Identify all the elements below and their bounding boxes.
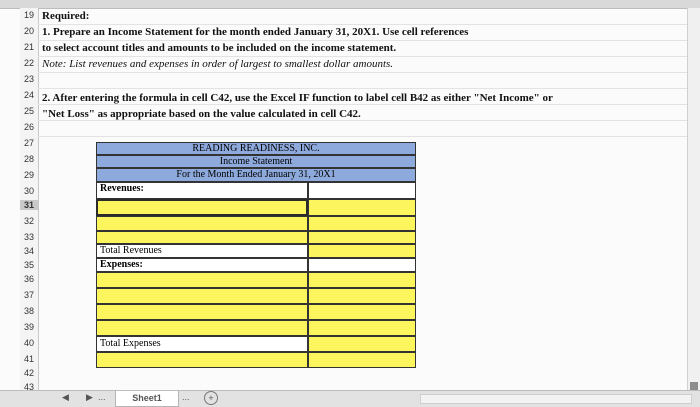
row-number[interactable]: 39 [23,322,34,332]
row-number-selected[interactable]: 31 [20,200,38,210]
expense-account-input[interactable] [96,272,308,288]
instruction-line-3: 2. After entering the formula in cell C42, use the Excel IF function to label cell B42 as either "Net Income" or [42,92,553,104]
row-number-column [20,8,39,390]
row-number[interactable]: 41 [23,354,34,364]
row-number[interactable]: 33 [23,232,34,242]
more-tabs-left[interactable]: ... [98,392,106,402]
expenses-label-cell[interactable]: Expenses: [96,258,308,272]
add-sheet-icon[interactable]: + [204,391,218,405]
amount-cell[interactable] [308,182,416,199]
company-name-cell[interactable]: READING READINESS, INC. [96,142,416,155]
expense-amount-input[interactable] [308,288,416,304]
tab-sheet1[interactable]: Sheet1 [115,391,179,407]
instruction-line-2: to select account titles and amounts to be included on the income statement. [42,42,397,54]
row-number[interactable]: 29 [23,170,34,180]
row-number[interactable]: 43 [23,382,34,390]
row-number[interactable]: 25 [23,106,34,116]
row-number[interactable]: 24 [23,90,34,100]
vertical-scrollbar[interactable] [687,8,700,390]
row-number[interactable]: 37 [23,290,34,300]
expense-account-input[interactable] [96,320,308,336]
revenues-label-cell[interactable]: Revenues: [96,182,308,199]
row-number[interactable]: 26 [23,122,34,132]
note-line: Note: List revenues and expenses in order of largest to smallest dollar amounts. [42,58,394,70]
net-income-label-input[interactable] [96,352,308,368]
row-number[interactable]: 42 [23,368,34,378]
expense-amount-input[interactable] [308,304,416,320]
revenue-account-input-selected[interactable] [96,199,308,216]
revenue-amount-input[interactable] [308,199,416,216]
row-number[interactable]: 22 [23,58,34,68]
amount-cell[interactable] [308,258,416,272]
total-revenues-label-cell[interactable]: Total Revenues [96,244,308,258]
row-number[interactable]: 28 [23,154,34,164]
total-expenses-input[interactable] [308,336,416,352]
row-number[interactable]: 20 [23,26,34,36]
revenue-amount-input[interactable] [308,231,416,244]
more-tabs-right[interactable]: ... [182,392,190,402]
horizontal-scrollbar[interactable] [420,394,692,404]
expense-account-input[interactable] [96,304,308,320]
revenue-account-input[interactable] [96,231,308,244]
row-number[interactable]: 40 [23,338,34,348]
row-number[interactable]: 19 [23,10,34,20]
net-income-amount-input[interactable] [308,352,416,368]
revenue-amount-input[interactable] [308,216,416,231]
instruction-line-4: "Net Loss" as appropriate based on the value calculated in cell C42. [42,108,361,120]
expense-amount-input[interactable] [308,320,416,336]
row-number[interactable]: 36 [23,274,34,284]
revenue-account-input[interactable] [96,216,308,231]
row-number[interactable]: 21 [23,42,34,52]
statement-title-cell[interactable]: Income Statement [96,155,416,168]
total-expenses-label-cell[interactable]: Total Expenses [96,336,308,352]
instruction-line-1: 1. Prepare an Income Statement for the month ended January 31, 20X1. Use cell references [42,26,469,38]
row-number[interactable]: 23 [23,74,34,84]
required-heading: Required: [42,10,90,22]
statement-period-cell[interactable]: For the Month Ended January 31, 20X1 [96,168,416,182]
row-number[interactable]: 30 [23,186,34,196]
row-number[interactable]: 32 [23,216,34,226]
tab-scroll-left-icon[interactable]: ◀ [62,392,69,402]
row-number[interactable]: 34 [23,246,34,256]
row-number[interactable]: 35 [23,260,34,270]
total-revenues-input[interactable] [308,244,416,258]
expense-amount-input[interactable] [308,272,416,288]
scroll-down-icon[interactable] [690,382,698,390]
expense-account-input[interactable] [96,288,308,304]
tab-scroll-right-icon[interactable]: ▶ [86,392,93,402]
row-number[interactable]: 27 [23,138,34,148]
row-number[interactable]: 38 [23,306,34,316]
sheet-tab-bar [0,390,700,407]
column-header-strip [0,0,700,9]
